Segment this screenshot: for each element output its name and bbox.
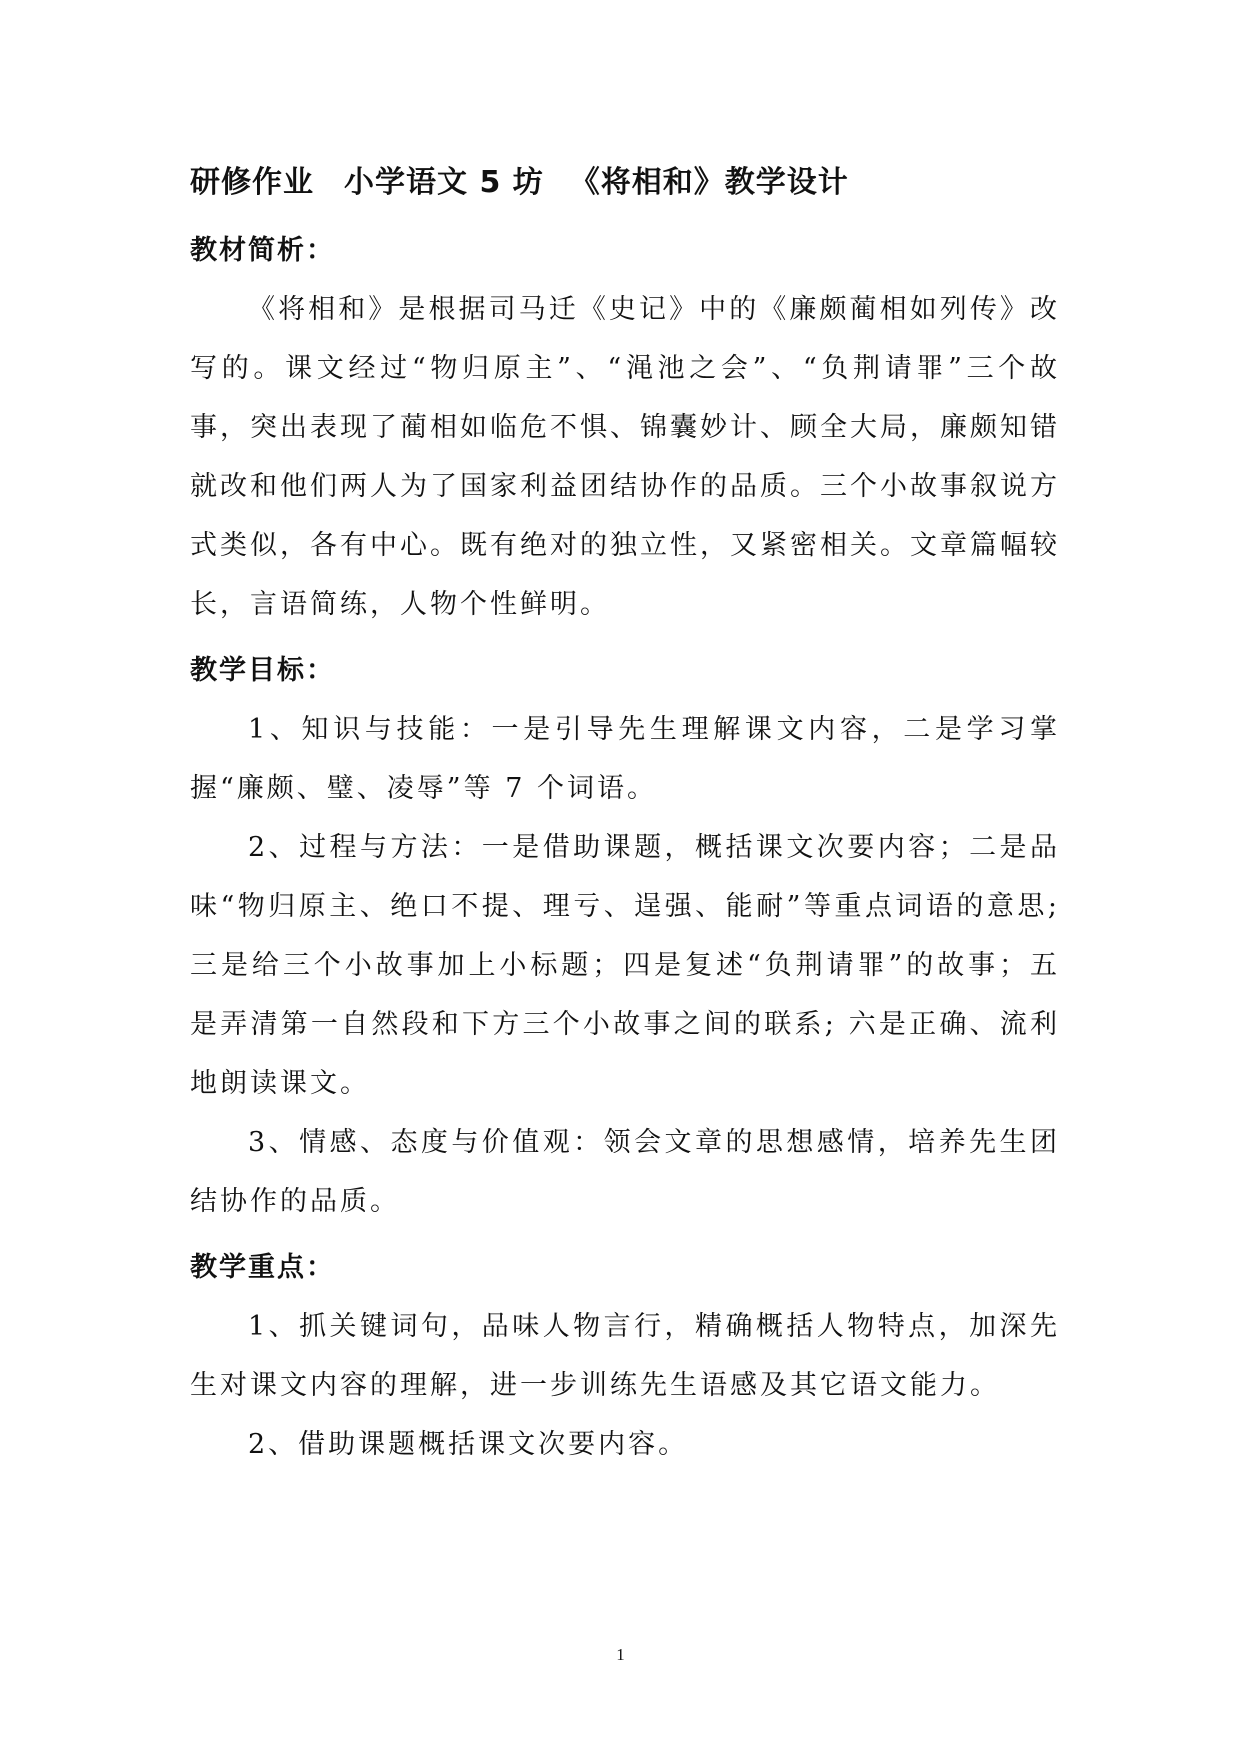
focus-item-2: 2、借助课题概括课文次要内容。	[248, 1429, 689, 1460]
goal-item-2: 2、过程与方法：一是借助课题，概括课文次要内容；二是品味“物归原主、绝口不提、理亏、逞强、能耐”等重点词语的意思;三是给三个小故事加上小标题；四是复述“负荆请罪”的故事；五是弄清第一自然段和下方三个小故事之间的联系; 六是正确、流利地朗读课文。	[190, 832, 1060, 1099]
heading-materials: 教材简析：	[190, 235, 335, 266]
title-part-group: 小学语文 5 坊	[344, 165, 544, 200]
focus-item-1: 1、抓关键词句，品味人物言行，精确概括人物特点，加深先生对课文内容的理解，进一步训练先生语感及其它语文能力。	[190, 1311, 1060, 1401]
document-body	[190, 158, 1060, 1474]
heading-goals: 教学目标：	[190, 655, 335, 686]
paragraph-materials: 《将相和》是根据司马迁《史记》中的《廉颇蔺相如列传》改写的。课文经过“物归原主”、“渑池之会”、“负荆请罪”三个故事，突出表现了蔺相如临危不惧、锦囊妙计、顾全大局，廉颇知错就改和他们两人为了国家利益团结协作的品质。三个小故事叙说方式类似，各有中心。既有绝对的独立性，又紧密相关。文章篇幅较长，言语简练，人物个性鲜明。	[190, 294, 1060, 620]
goal-item-3: 3、情感、态度与价值观：领会文章的思想感情，培养先生团结协作的品质。	[190, 1127, 1060, 1217]
goal-item-1: 1、知识与技能：一是引导先生理解课文内容，二是学习掌握“廉颇、璧、凌辱”等 7 个词语。	[190, 714, 1060, 804]
document-title	[190, 158, 1060, 208]
title-part-homework: 研修作业	[190, 165, 314, 200]
title-part-lesson: 《将相和》教学设计	[569, 165, 849, 200]
heading-focus: 教学重点：	[190, 1252, 335, 1283]
page-number: 1	[616, 1645, 625, 1664]
